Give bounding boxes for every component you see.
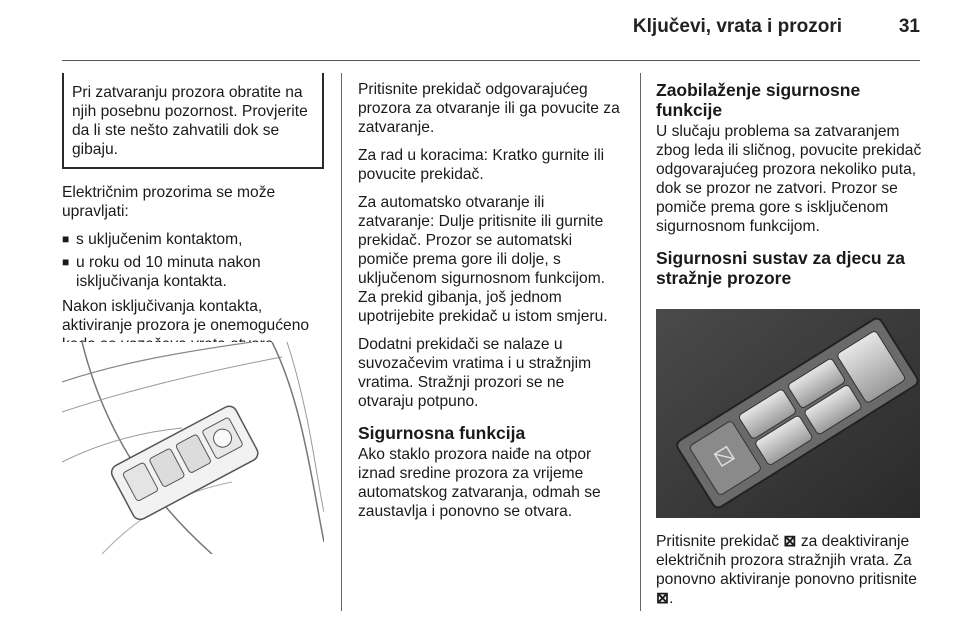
after-text: Nakon isključivanja kontakta, aktiviranje prozora je onemogućeno <box>62 298 310 334</box>
column-middle <box>358 80 624 530</box>
heading-safety-function: Sigurnosna funkcija <box>358 423 526 443</box>
column-divider <box>640 73 641 611</box>
header-rule <box>62 60 920 61</box>
paragraph: Za rad u koracima: Kratko gurnite ili povucite prekidač. <box>358 147 605 183</box>
column-right-bottom <box>656 532 922 617</box>
conditions-list <box>62 230 324 291</box>
text-part: . <box>669 590 674 607</box>
column-left <box>62 73 324 363</box>
child-lock-icon: ⊠ <box>783 533 797 550</box>
list-item: ■ s uključenim kontaktom, <box>62 230 324 249</box>
intro-text: Električnim prozorima se može upravljati: <box>62 184 276 220</box>
paragraph-child-lock <box>656 532 922 608</box>
rear-window-lock-switch-photo <box>656 309 920 518</box>
notice-box <box>62 73 324 169</box>
paragraph: Dodatni prekidači se nalaze u suvozačevim vratima i u stražnjim vratima. Stražnji prozori se ne otvaraju potpuno. <box>358 336 592 410</box>
page-number: 31 <box>898 16 920 37</box>
door-switch-illustration <box>62 342 324 554</box>
paragraph: Za automatsko otvaranje ili zatvaranje: Dulje pritisnite ili gurnite prekidač. Prozor se automatski pomiče prema gore ili dolje, s uključenom sigurnosnom funkcijom. Za prekid gibanja, još jednom upotrijebite prekidač u istom smjeru. <box>358 194 608 325</box>
text-part: Pritisnite prekidač <box>656 533 780 550</box>
child-lock-icon: ⊠ <box>656 590 670 607</box>
column-right <box>656 80 922 290</box>
column-divider <box>341 73 342 611</box>
list-item: ■ u roku od 10 minuta nakon isključivanja kontakta. <box>62 253 324 291</box>
paragraph: U slučaju problema sa zatvaranjem zbog leda ili sličnog, povucite prekidač odgovarajućeg prozora nekoliko puta, dok se prozor ne zatvori. Prozor se pomiče prema gore s isključenom sigurnosnom funkcijom. <box>656 123 922 235</box>
text-part: za deaktiviranje električnih prozora stražnjih vrata. Za ponovno aktiviranje ponovno pritisnite <box>656 533 917 588</box>
header-title: Ključevi, vrata i prozori <box>632 16 842 37</box>
paragraph: Ako staklo prozora naiđe na otpor iznad sredine prozora za vrijeme automatskog zatvaranja, odmah se zaustavlja i ponovno se otvara. <box>358 446 601 520</box>
paragraph: Pritisnite prekidač odgovarajućeg prozora za otvaranje ili ga povucite za zatvaranje. <box>358 81 620 136</box>
heading-child-safety: Sigurnosni sustav za djecu za stražnje prozore <box>656 248 905 288</box>
heading-bypass: Zaobilaženje sigurnosne funkcije <box>656 80 861 120</box>
notice-text: Pri zatvaranju prozora obratite na njih posebnu pozornost. Provjerite da li ste nešto zahvatili dok se gibaju. <box>72 84 308 158</box>
